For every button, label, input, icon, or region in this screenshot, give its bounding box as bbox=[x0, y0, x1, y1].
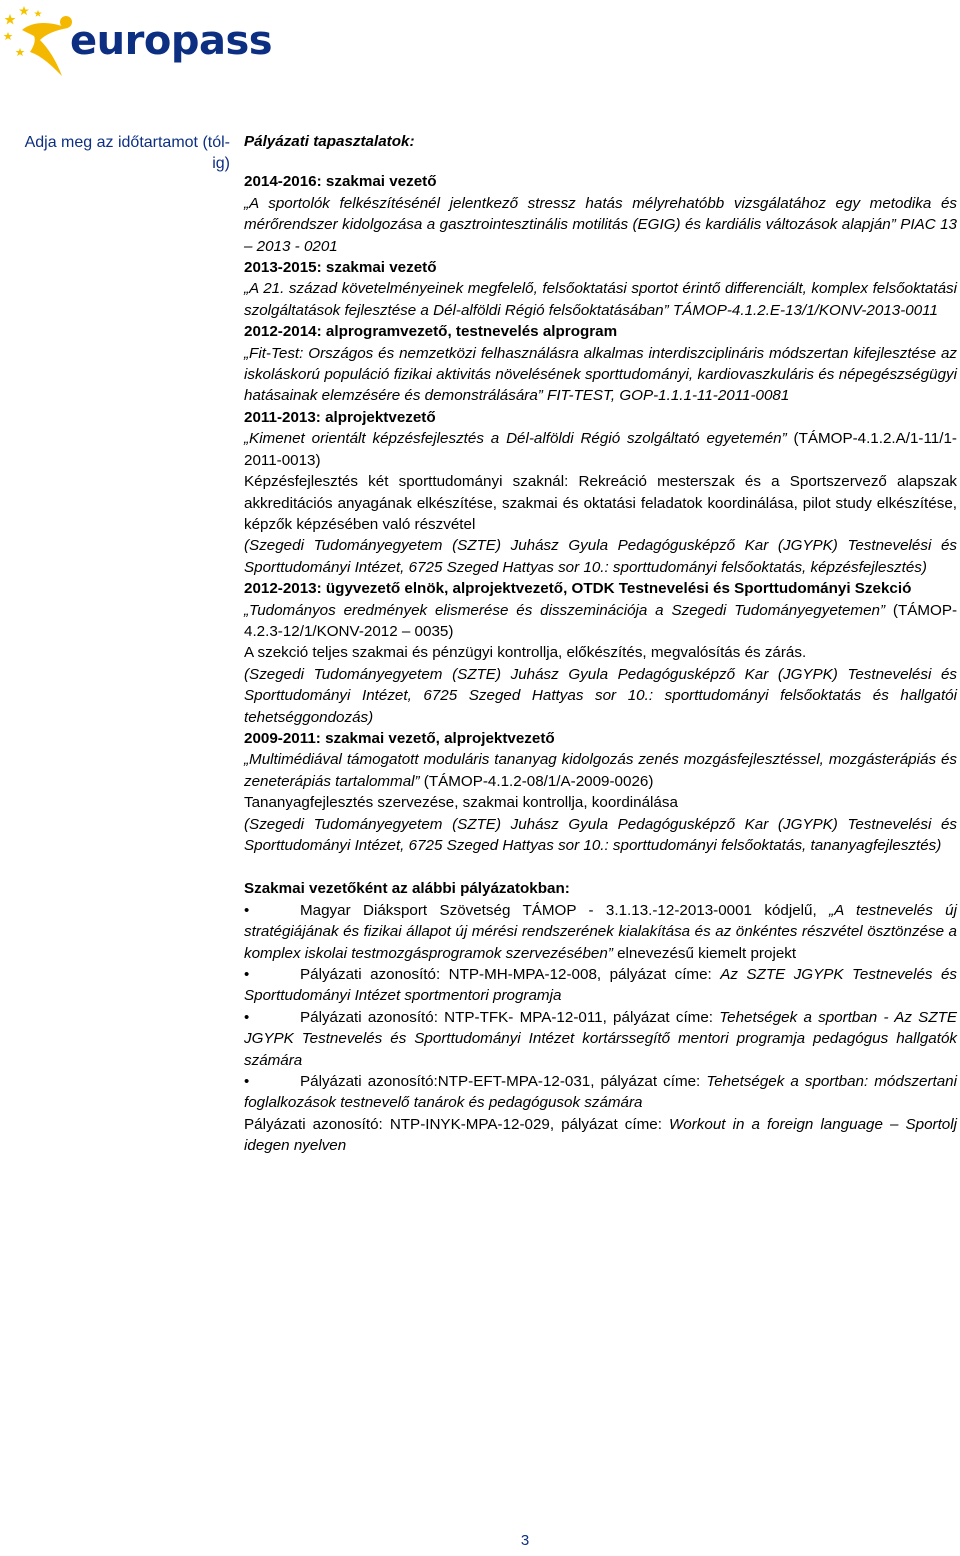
logo-text: europass bbox=[70, 18, 273, 64]
project-paragraph: 2011-2013: alprojektvezető bbox=[244, 408, 436, 426]
section-heading: Pályázati tapasztalatok: bbox=[244, 133, 415, 150]
bullet-item: • Magyar Diáksport Szövetség TÁMOP - 3.1.13.-12-2013-0001 kódjelű, „A testnevelés új stratégiájának és fizikai állapot új mérési rendszerének kialakítása és az önkéntes részvétel ösztönzése a komplex iskolai testmozgásprogramok szervezésében” elnevezésű kiemelt projekt bbox=[244, 900, 957, 964]
project-paragraph: „Fit-Test: Országos és nemzetközi felhasználásra alkalmas interdiszciplináris módszertan kifejlesztése az iskoláskorú populáció fizikai aktivitás növelésének sporttudományi, kardiovaszkuláris és népegészségügyi hatásainak elemzésére és demonstrálására” FIT-TEST, GOP-1.1.1-11-2011-0081 bbox=[244, 344, 957, 405]
project-paragraph: (Szegedi Tudományegyetem (SZTE) Juhász Gyula Pedagógusképző Kar (JGYPK) Testnevelési és Sporttudományi Intézet, 6725 Szeged Hattyas sor 10.: sporttudományi felsőoktatás és hallgatói tehetséggondozás) bbox=[244, 665, 957, 726]
bullet-item: • Pályázati azonosító:NTP-EFT-MPA-12-031, pályázat címe: Tehetségek a sportban: módszertani foglalkozások testnevelő tanárok és pedagógusok számára bbox=[244, 1071, 957, 1114]
project-paragraph: 2009-2011: szakmai vezető, alprojektvezető bbox=[244, 729, 555, 747]
project-paragraph: „Multimédiával támogatott moduláris tananyag kidolgozás zenés mozgásfejlesztéssel, mozgásterápiás és zeneterápiás tartalommal” (TÁMOP-4.1.2-08/1/A-2009-0026) bbox=[244, 751, 957, 790]
project-paragraph: (Szegedi Tudományegyetem (SZTE) Juhász Gyula Pedagógusképző Kar (JGYPK) Testnevelési és Sporttudományi Intézet, 6725 Szeged Hattyas sor 10.: sporttudományi felsőoktatás, képzésfejlesztés) bbox=[244, 537, 957, 576]
europass-logo bbox=[0, 0, 273, 86]
section2-heading: Szakmai vezetőként az alábbi pályázatokban: bbox=[244, 880, 570, 898]
final-entry: Pályázati azonosító: NTP-INYK-MPA-12-029, pályázat címe: Workout in a foreign language – Sportolj idegen nyelven bbox=[244, 1115, 957, 1155]
bullet-list bbox=[244, 900, 957, 1114]
project-paragraph: 2013-2015: szakmai vezető bbox=[244, 259, 437, 277]
project-paragraph: (Szegedi Tudományegyetem (SZTE) Juhász Gyula Pedagógusképző Kar (JGYPK) Testnevelési és Sporttudományi Intézet, 6725 Szeged Hattyas sor 10.: sporttudományi felsőoktatás, tananyagfejlesztés) bbox=[244, 815, 957, 854]
project-paragraph: 2012-2014: alprogramvezető, testnevelés alprogram bbox=[244, 323, 618, 341]
time-period-label: Adja meg az időtartamot (tól-ig) bbox=[24, 134, 230, 172]
section-gap bbox=[244, 856, 957, 878]
project-paragraph: Képzésfejlesztés két sporttudományi szaknál: Rekreáció mesterszak és a Sportszervező alapszak akkreditációs anyagának elkészítése, szakmai és oktatási feladatok koordinálása, pilot study elkészítése, képzők képzésében való részvétel bbox=[244, 473, 957, 533]
main-content bbox=[244, 131, 957, 1157]
bullet-item: • Pályázati azonosító: NTP-MH-MPA-12-008, pályázat címe: Az SZTE JGYPK Testnevelés és Sporttudományi Intézet sportmentori programja bbox=[244, 964, 957, 1007]
project-paragraph: „A 21. század követelményeinek megfelelő, felsőoktatási sportot érintő differenciált, komplex felsőoktatási szolgáltatások fejlesztése a Dél-alföldi Régió felsőoktatásában” TÁMOP-4.1.2.E-13/1/KONV-2013-0011 bbox=[244, 280, 957, 319]
project-paragraph: „Kimenet orientált képzésfejlesztés a Dél-alföldi Régió szolgáltató egyetemén” (TÁMOP-4.1.2.A/1-11/1-2011-0013) bbox=[244, 430, 957, 469]
star-figure-icon bbox=[0, 0, 80, 86]
project-list bbox=[244, 171, 957, 856]
bullet-item: • Pályázati azonosító: NTP-TFK- MPA-12-011, pályázat címe: Tehetségek a sportban - Az SZTE JGYPK Testnevelés és Sporttudományi Intézet kortárssegítő mentori programja pedagógus hallgatók számára bbox=[244, 1007, 957, 1071]
project-paragraph: „Tudományos eredmények elismerése és disszeminációja a Szegedi Tudományegyetemen” (TÁMOP-4.2.3-12/1/KONV-2012 – 0035) bbox=[244, 601, 958, 640]
project-paragraph: A szekció teljes szakmai és pénzügyi kontrollja, előkészítés, megvalósítás és zárás. bbox=[244, 644, 807, 662]
project-paragraph: „A sportolók felkészítésénél jelentkező stressz hatás mélyrehatóbb vizsgálatához egy metodika és mérőrendszer kidolgozása a gasztrointesztinális motilitás (EGIG) és kardiális változások alapján” PIAC 13 – 2013 - 0201 bbox=[244, 194, 957, 255]
project-paragraph: 2012-2013: ügyvezető elnök, alprojektvezető, OTDK Testnevelési és Sporttudományi Szekció bbox=[244, 580, 912, 598]
project-paragraph: 2014-2016: szakmai vezető bbox=[244, 173, 437, 191]
project-paragraph: Tananyagfejlesztés szervezése, szakmai kontrollja, koordinálása bbox=[244, 794, 678, 812]
page-number: 3 bbox=[520, 1532, 530, 1549]
